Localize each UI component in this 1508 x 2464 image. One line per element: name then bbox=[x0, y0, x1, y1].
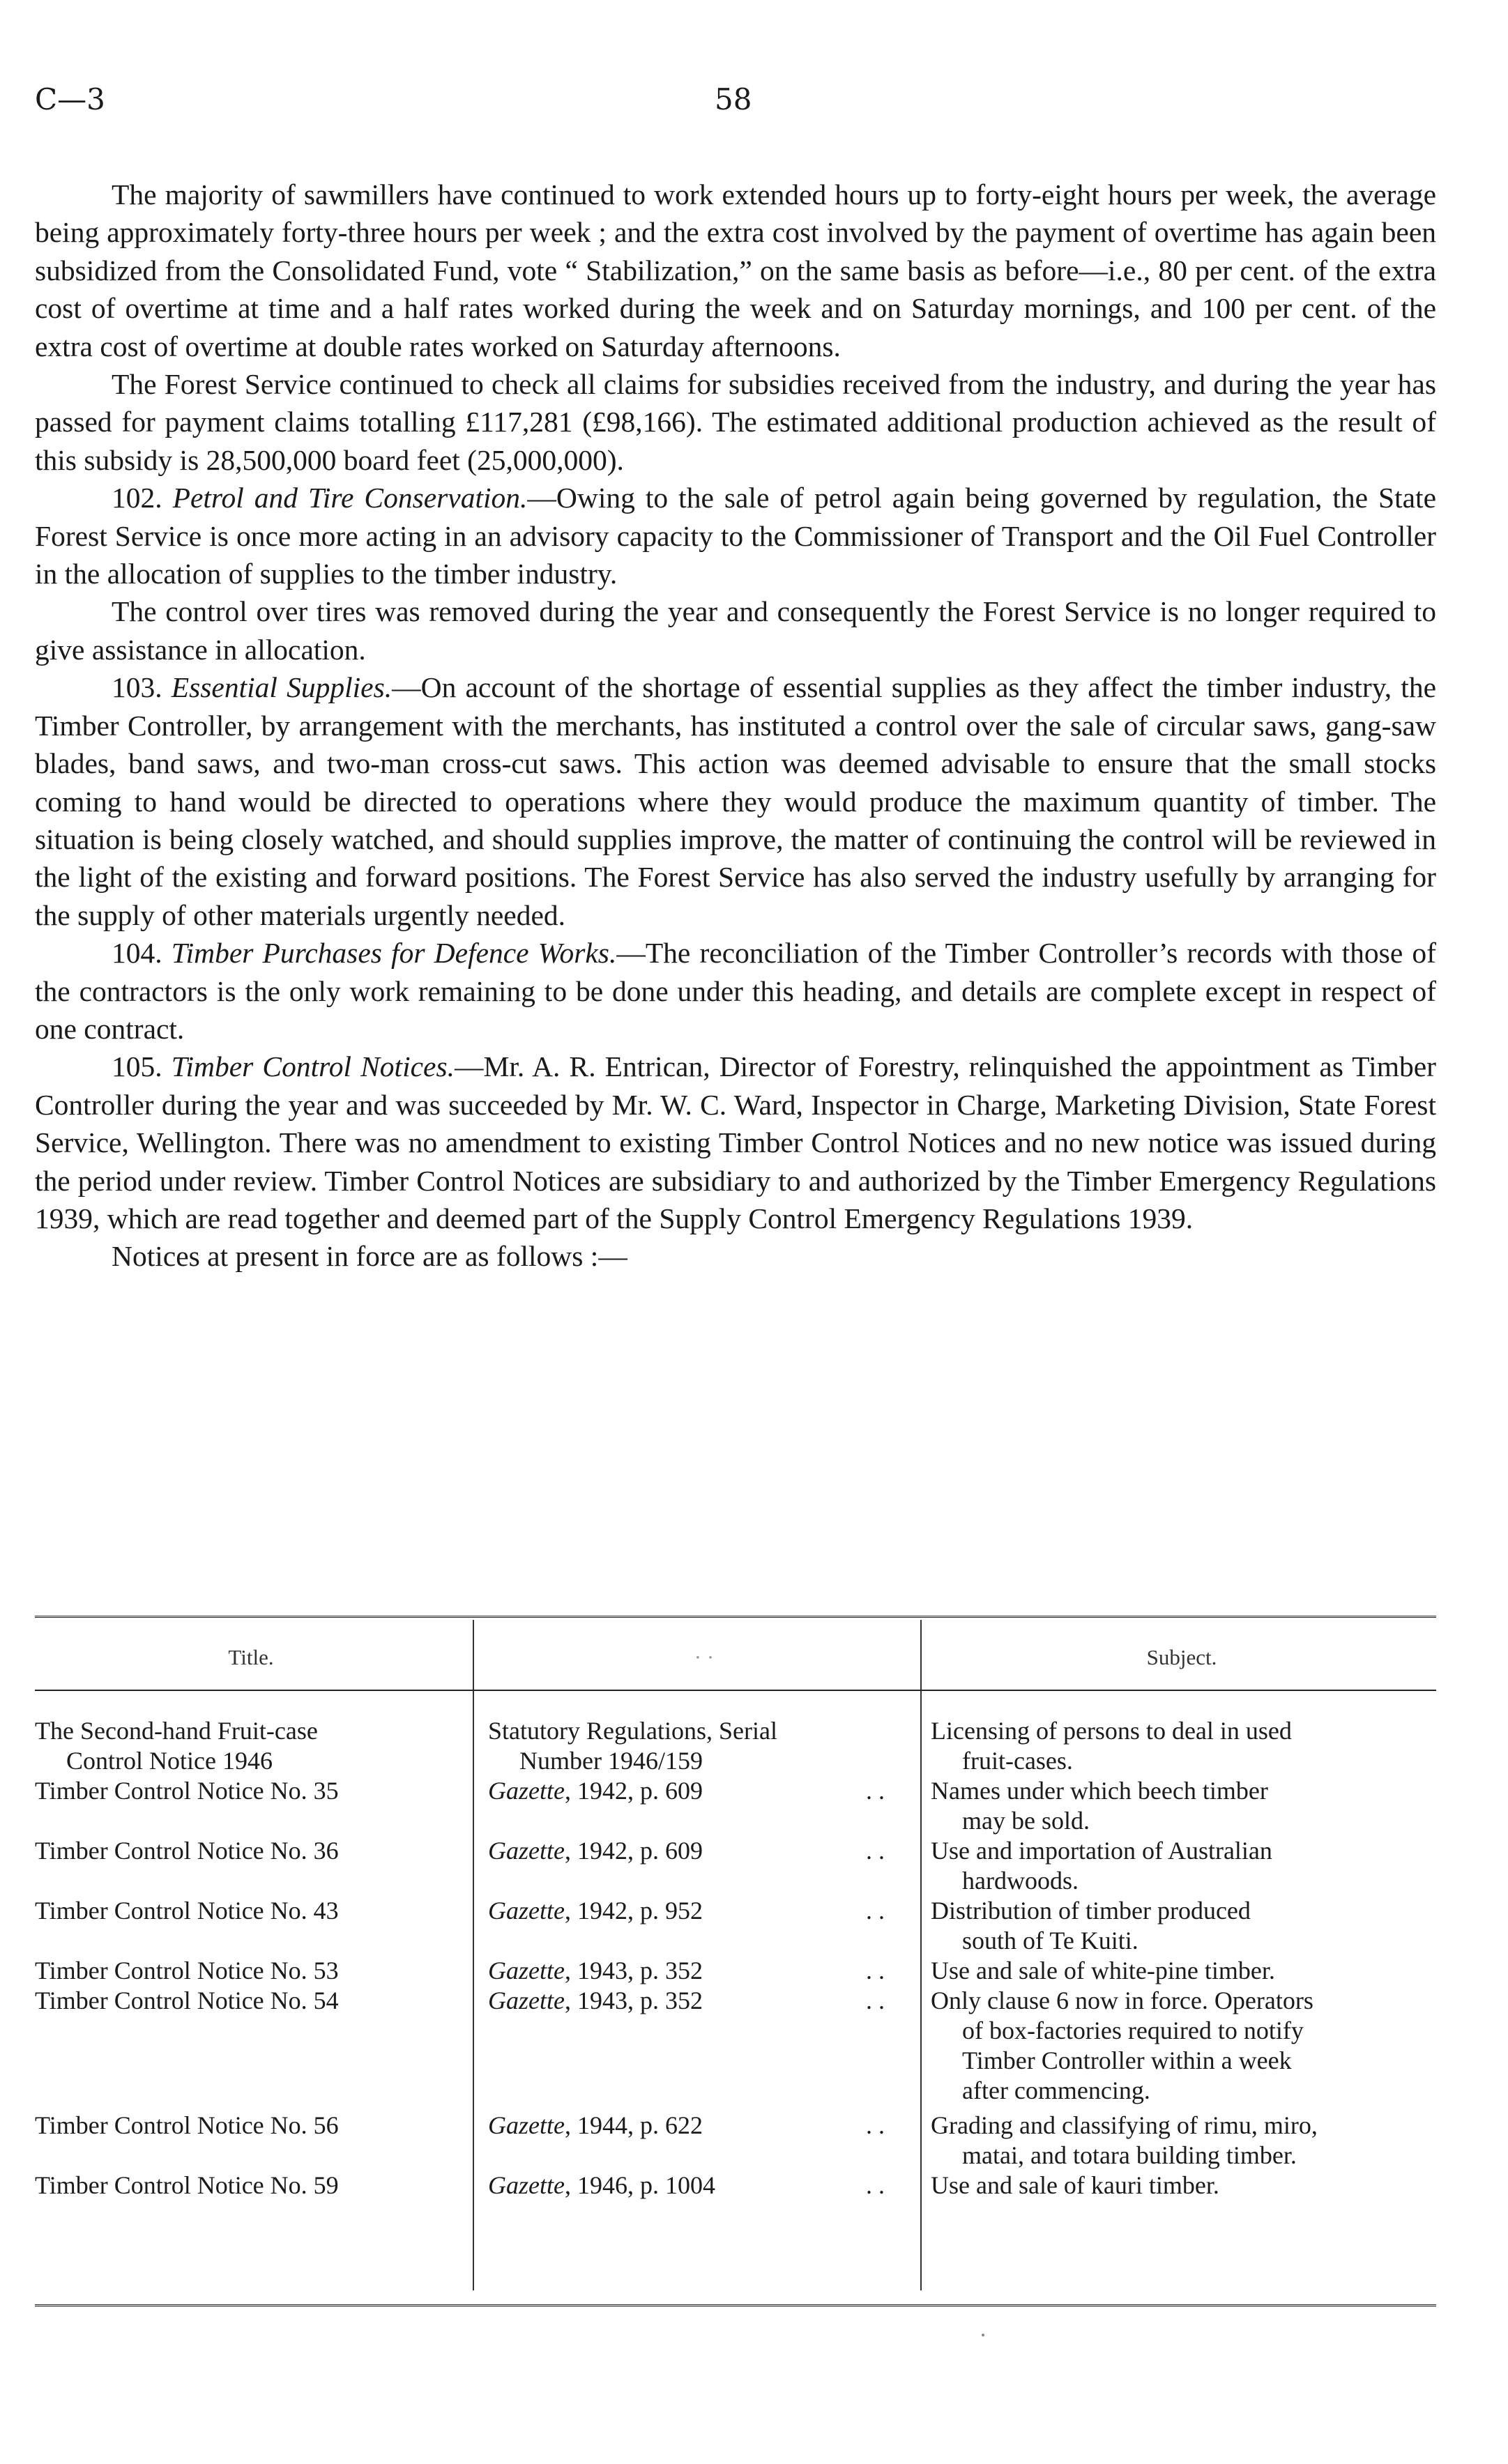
body-text bbox=[35, 176, 1436, 1276]
section-heading: Petrol and Tire Conservation. bbox=[172, 482, 528, 514]
leader-dots: . . bbox=[866, 1897, 885, 1924]
table-bottom-rule bbox=[35, 2304, 1436, 2309]
leader-dots: . . bbox=[866, 2171, 885, 2199]
table-row-reference: Gazette, 1944, p. 622 bbox=[488, 2111, 703, 2139]
table-row-subject: Grading and classifying of rimu, miro, matai, and totara building timber. bbox=[931, 2111, 1318, 2169]
column-header-reference: · · bbox=[694, 1645, 715, 1669]
table-row-reference: Gazette, 1942, p. 952 bbox=[488, 1897, 703, 1924]
table-row-reference: Gazette, 1943, p. 352 bbox=[488, 1957, 703, 1984]
table-row-title: Timber Control Notice No. 43 bbox=[35, 1897, 339, 1924]
table-row-title: Timber Control Notice No. 59 bbox=[35, 2171, 339, 2199]
paragraph-tire-control: The control over tires was removed during the year and consequently the Forest Service is no longer required to give assistance in allocation. bbox=[35, 595, 1436, 666]
scan-speck bbox=[982, 2334, 984, 2336]
table-row-reference: Gazette, 1942, p. 609 bbox=[488, 1837, 703, 1865]
notices-table bbox=[35, 1616, 1436, 2309]
table-row-subject: Use and sale of white-pine timber. bbox=[931, 1957, 1275, 1984]
table-row-title: Timber Control Notice No. 53 bbox=[35, 1957, 339, 1984]
table-row-subject: Names under which beech timber may be sold. bbox=[931, 1777, 1268, 1835]
column-header-subject: Subject. bbox=[1146, 1645, 1217, 1669]
column-divider bbox=[920, 1691, 922, 2290]
paragraph-105-control-notices: 105. Timber Control Notices.—Mr. A. R. Entrican, Director of Forestry, relinquished the appointment as Timber Controller during the year and was succeeded by Mr. W. C. Ward, Inspector in Charge, Marketing Division, State Forest Service, Wellington. There was no amendment to existing Timber Control Notices and no new notice was issued during the period under review. Timber Control Notices are subsidiary to and authorized by the Timber Emergency Regulations 1939, which are read together and deemed part of the Supply Control Emergency Regulations 1939. bbox=[35, 1050, 1436, 1234]
table-row-title: Timber Control Notice No. 56 bbox=[35, 2111, 339, 2139]
section-heading: Timber Purchases for Defence Works. bbox=[171, 937, 617, 970]
paragraph-subsidy-claims: The Forest Service continued to check all claims for subsidies received from the industry, and during the year has passed for payment claims totalling £117,281 (£98,166). The estimated additional production achieved as the result of this subsidy is 28,500,000 board feet (25,000,000). bbox=[35, 368, 1436, 476]
page-header bbox=[35, 82, 1436, 124]
leader-dots: . . bbox=[866, 1837, 885, 1865]
table-row-subject: Use and sale of kauri timber. bbox=[931, 2171, 1219, 2199]
table-row-reference: Gazette, 1946, p. 1004 bbox=[488, 2171, 715, 2199]
paragraph-102-petrol: 102. Petrol and Tire Conservation.—Owing to the sale of petrol again being governed by regulation, the State Forest Service is once more acting in an advisory capacity to the Commissioner of Transport and the Oil Fuel Controller in the allocation of supplies to the timber industry. bbox=[35, 482, 1437, 590]
column-divider bbox=[920, 1620, 922, 1690]
paragraph-notices-intro: Notices at present in force are as follows :— bbox=[112, 1240, 627, 1273]
page-number: 58 bbox=[715, 82, 752, 116]
section-heading: Essential Supplies. bbox=[171, 671, 393, 704]
paragraph-103-essential-supplies: 103. Essential Supplies.—On account of the shortage of essential supplies as they affect the timber industry, the Timber Controller, by arrangement with the merchants, has instituted a control over the sale of circular saws, gang-saw blades, band saws, and two-man cross-cut saws. This action was deemed advisable to ensure that the small stocks coming to hand would be directed to operations where they would produce the maximum quantity of timber. The situation is being closely watched, and should supplies improve, the matter of continuing the control will be reviewed in the light of the existing and forward positions. The Forest Service has also served the industry usefully by arranging for the supply of other materials urgently needed. bbox=[35, 671, 1436, 931]
table-row-subject: Distribution of timber produced south of Te Kuiti. bbox=[931, 1897, 1251, 1954]
paragraph-104-defence-works: 104. Timber Purchases for Defence Works.—The reconciliation of the Timber Controller’s records with those of the contractors is the only work remaining to be done under this heading, and details are complete except in respect of one contract. bbox=[35, 937, 1436, 1045]
document-reference: C—3 bbox=[35, 82, 105, 116]
table-row-subject: Licensing of persons to deal in used fruit-cases. bbox=[931, 1717, 1292, 1775]
leader-dots: . . bbox=[866, 1987, 885, 2014]
column-divider bbox=[473, 1620, 474, 1690]
table-row-title: The Second-hand Fruit-case Control Notice 1946 bbox=[35, 1717, 318, 1775]
column-divider bbox=[473, 1691, 474, 2290]
table-row-subject: Only clause 6 now in force. Operators of box-factories required to notify Timber Controller within a week after commencing. bbox=[931, 1987, 1313, 2104]
table-row-subject: Use and importation of Australian hardwoods. bbox=[931, 1837, 1272, 1895]
table-row-title: Timber Control Notice No. 36 bbox=[35, 1837, 339, 1865]
paragraph-overtime-subsidy: The majority of sawmillers have continued to work extended hours up to forty-eight hours per week, the average being approximately forty-three hours per week ; and the extra cost involved by the payment of overtime has again been subsidized from the Consolidated Fund, vote “ Stabilization,” on the same basis as before—i.e., 80 per cent. of the extra cost of overtime at time and a half rates worked during the week and on Saturday mornings, and 100 per cent. of the extra cost of overtime at double rates worked on Saturday afternoons. bbox=[35, 178, 1436, 362]
table-row-reference: Statutory Regulations, Serial Number 1946/159 bbox=[488, 1717, 777, 1775]
column-header-title: Title. bbox=[228, 1645, 274, 1669]
table-row-title: Timber Control Notice No. 35 bbox=[35, 1777, 339, 1805]
leader-dots: . . bbox=[866, 1777, 885, 1805]
table-row-reference: Gazette, 1942, p. 609 bbox=[488, 1777, 703, 1805]
table-body bbox=[35, 1691, 1436, 2304]
table-header bbox=[35, 1620, 1436, 1690]
section-heading: Timber Control Notices. bbox=[171, 1050, 455, 1083]
table-row-reference: Gazette, 1943, p. 352 bbox=[488, 1987, 703, 2014]
leader-dots: . . bbox=[866, 2111, 885, 2139]
table-row-title: Timber Control Notice No. 54 bbox=[35, 1987, 339, 2014]
leader-dots: . . bbox=[866, 1957, 885, 1984]
